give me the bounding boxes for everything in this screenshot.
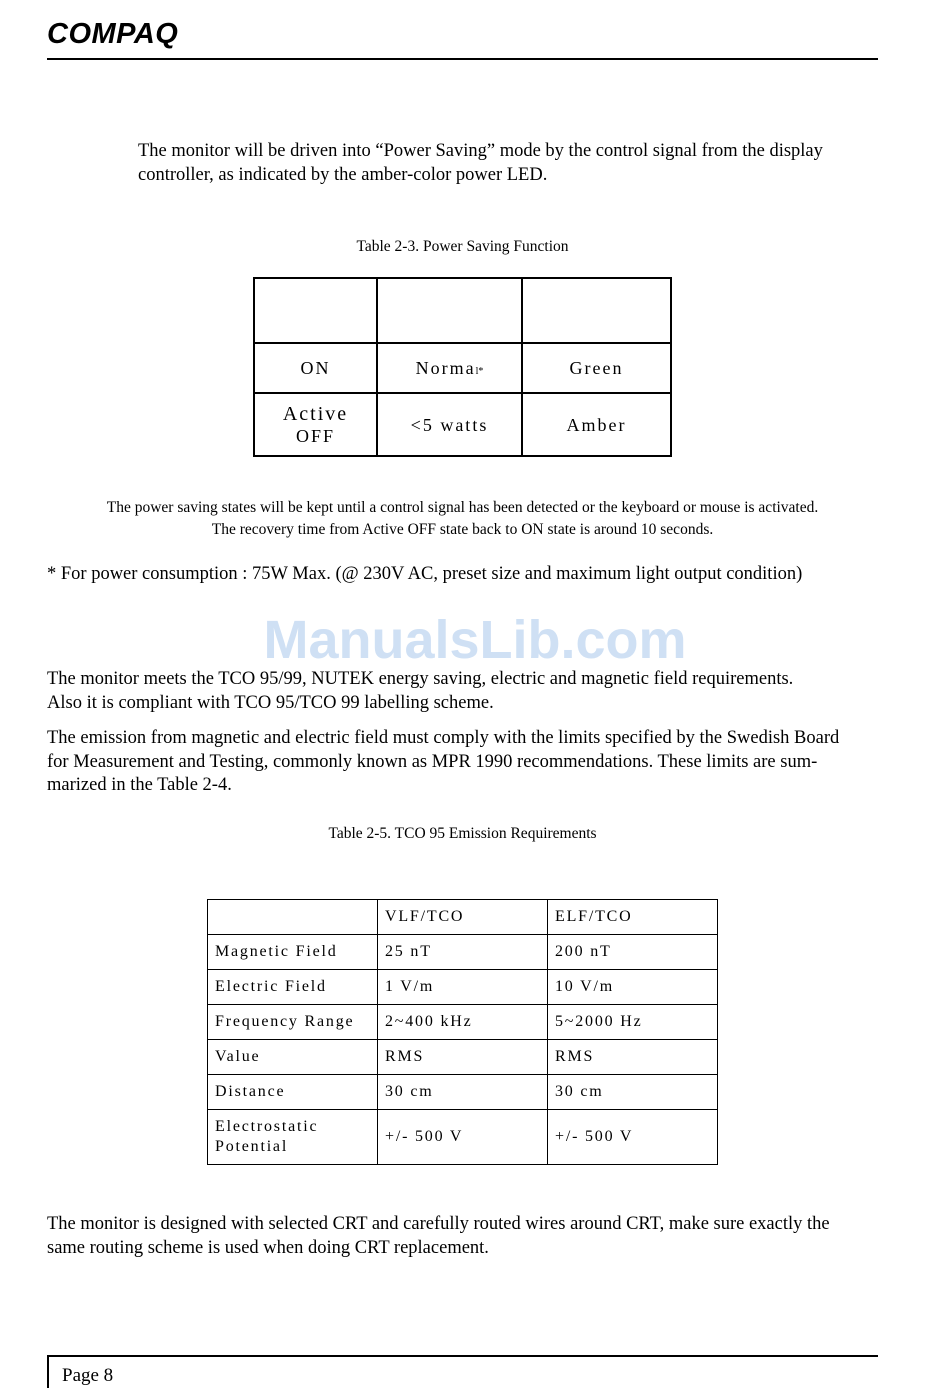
- vlf-cell: +/- 500 V: [378, 1110, 548, 1165]
- mode-line-2: OFF: [295, 425, 336, 446]
- table-row: [208, 970, 718, 1005]
- table-row: [254, 393, 671, 456]
- intro-line-2: controller, as indicated by the amber-color power LED.: [138, 164, 548, 185]
- table5-caption: Table 2-5. TCO 95 Emission Requirements: [328, 825, 597, 842]
- tco-p1-line-2: Also it is compliant with TCO 95/TCO 99 labelling scheme.: [47, 692, 494, 713]
- row-label-cell: [208, 1110, 378, 1165]
- header-rule: [47, 58, 878, 60]
- tco-p1-line-1: The monitor meets the TCO 95/99, NUTEK energy saving, electric and magnetic field requirements.: [47, 669, 794, 689]
- intro-line-1: The monitor will be driven into “Power Saving” mode by the control signal from the display: [138, 141, 823, 161]
- mode-cell: [254, 393, 377, 456]
- table-row: [254, 343, 671, 393]
- recovery-note: [40, 497, 885, 541]
- vlf-cell: 1 V/m: [378, 970, 548, 1005]
- footnote: * For power consumption : 75W Max. (@ 230V AC, preset size and maximum light output condition): [47, 564, 803, 584]
- tco-p2-line-1: The emission from magnetic and electric field must comply with the limits specified by the Swedish Board: [47, 728, 840, 748]
- elf-cell: 30 cm: [548, 1075, 718, 1110]
- vlf-cell: 2~400 kHz: [378, 1005, 548, 1040]
- elf-cell: +/- 500 V: [548, 1110, 718, 1165]
- footer-side-rule: [47, 1355, 49, 1388]
- row-label-cell: Magnetic Field: [208, 935, 378, 970]
- tco-p2-line-2: for Measurement and Testing, commonly known as MPR 1990 recommendations. These limits are sum-: [47, 751, 818, 772]
- page-number: Page 8: [62, 1365, 114, 1386]
- elf-cell: 10 V/m: [548, 970, 718, 1005]
- led-cell: Amber: [522, 393, 671, 456]
- emission-requirements-table: [207, 899, 718, 1165]
- tco-p2-line-3: marized in the Table 2-4.: [47, 775, 232, 795]
- note-line-1: The power saving states will be kept until a control signal has been detected or the keyboard or mouse is activated.: [106, 499, 819, 516]
- led-cell: Green: [522, 343, 671, 393]
- row-label-cell: Distance: [208, 1075, 378, 1110]
- table-row: [208, 935, 718, 970]
- power-cell: <5 watts: [377, 393, 522, 456]
- tco-paragraph-2: [47, 727, 917, 798]
- table-header-cell: [208, 900, 378, 935]
- row-label-line-2: Potential: [215, 1138, 289, 1155]
- table-row: [208, 1075, 718, 1110]
- power-saving-table: [253, 277, 672, 457]
- elf-cell: 5~2000 Hz: [548, 1005, 718, 1040]
- compaq-logo: COMPAQ: [47, 18, 179, 50]
- power-cell: [377, 343, 522, 393]
- row-label-cell: Electric Field: [208, 970, 378, 1005]
- crt-line-1: The monitor is designed with selected CRT and carefully routed wires around CRT, make sure exactly the: [47, 1214, 830, 1234]
- mode-line-1: Active: [282, 402, 349, 425]
- table-row: [208, 1040, 718, 1075]
- power-value: Norma: [415, 357, 476, 378]
- vlf-cell: 30 cm: [378, 1075, 548, 1110]
- intro-paragraph: [138, 140, 898, 187]
- watermark: ManualsLib.com: [263, 610, 687, 670]
- elf-cell: 200 nT: [548, 935, 718, 970]
- crt-paragraph: [47, 1213, 917, 1260]
- crt-line-2: same routing scheme is used when doing CRT replacement.: [47, 1237, 489, 1258]
- row-label-cell: Value: [208, 1040, 378, 1075]
- row-label-cell: Frequency Range: [208, 1005, 378, 1040]
- table-row: [208, 1110, 718, 1165]
- note-line-2: The recovery time from Active OFF state back to ON state is around 10 seconds.: [211, 521, 714, 538]
- vlf-cell: 25 nT: [378, 935, 548, 970]
- table-header-cell: [522, 278, 671, 343]
- table-header-cell: ELF/TCO: [548, 900, 718, 935]
- table-header-cell: [377, 278, 522, 343]
- table-header-cell: [254, 278, 377, 343]
- vlf-cell: RMS: [378, 1040, 548, 1075]
- table-header-cell: VLF/TCO: [378, 900, 548, 935]
- elf-cell: RMS: [548, 1040, 718, 1075]
- table3-caption: Table 2-3. Power Saving Function: [356, 238, 569, 255]
- tco-paragraph-1: [47, 668, 907, 715]
- table-row: [208, 1005, 718, 1040]
- footer-rule: [47, 1355, 878, 1357]
- table-header-row: [208, 900, 718, 935]
- mode-cell: ON: [254, 343, 377, 393]
- power-footnote-mark: l*: [475, 365, 484, 377]
- table-header-row: [254, 278, 671, 343]
- row-label-line-1: Electrostatic: [215, 1118, 319, 1135]
